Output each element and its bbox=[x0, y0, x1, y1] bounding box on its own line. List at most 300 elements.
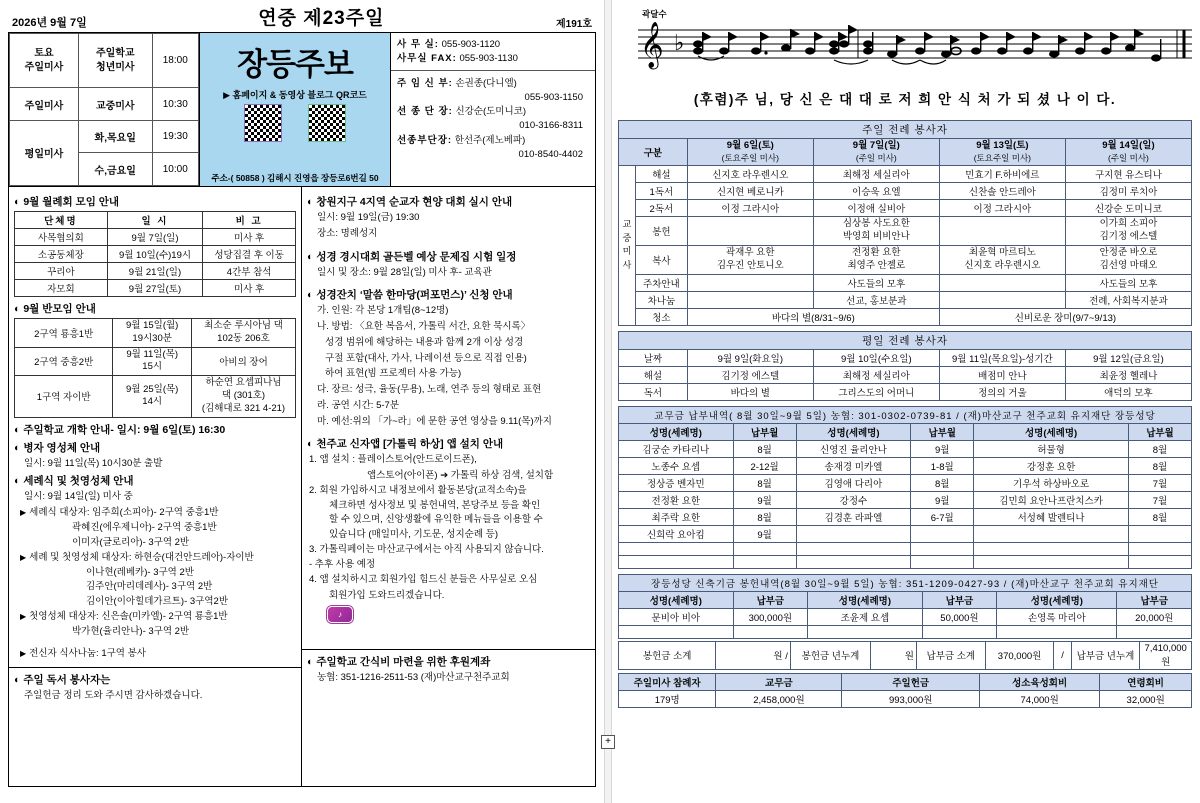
cell bbox=[974, 542, 1129, 555]
contact-phone: 010-8540-4402 bbox=[518, 148, 583, 160]
donation-account-line: 농협: 351-1216-2511-53 (재)마산교구천주교회 bbox=[317, 671, 510, 683]
contact-phone: 055-903-1150 bbox=[524, 91, 583, 103]
col-dues: 교무금 bbox=[716, 673, 842, 690]
cell: 성당집결 후 이동 bbox=[203, 246, 296, 263]
col-vocation-fund: 성소육성회비 bbox=[979, 673, 1099, 690]
cell: 8월 bbox=[1128, 440, 1191, 457]
cell: 9월 10일(수)19시 bbox=[107, 246, 203, 263]
issue-date: 2026년 9월 7일 bbox=[12, 17, 87, 29]
cell: 서성혜 발렌티나 bbox=[974, 508, 1129, 525]
mass-time-2: 19:30 bbox=[152, 120, 198, 153]
cell bbox=[922, 625, 996, 638]
app-install-line: 2. 회원 가입하시고 내정보에서 활동본당(교적소속)을 bbox=[309, 484, 527, 496]
date-sub: (주일 미사) bbox=[855, 152, 897, 163]
cell: 기우석 하상바오로 bbox=[974, 474, 1129, 491]
date-label: 9월 14일(일) bbox=[1102, 140, 1155, 151]
totals-row-table bbox=[618, 641, 1192, 670]
baptism-heading: ◐ 세례식 및 첫영성체 안내 bbox=[14, 473, 296, 488]
payment-year-label: 납부금 년누계 bbox=[1071, 641, 1140, 669]
col-age-fee: 연령회비 bbox=[1100, 673, 1192, 690]
app-install-line: 있습니다 (매일미사, 기도문, 성지순례 등) bbox=[329, 528, 498, 540]
role-label: 해설 bbox=[636, 166, 688, 183]
cell: 손영록 마리아 bbox=[997, 608, 1117, 625]
table-row bbox=[619, 608, 1192, 625]
cell: 8월 bbox=[733, 440, 796, 457]
bible-festival-line: 나. 방법: 〈요한 복음서, 가톨릭 서간, 요한 묵시록〉 bbox=[317, 321, 531, 333]
martyr-event-datetime: 일시: 9월 19일(금) 19:30 bbox=[317, 212, 420, 223]
table-row bbox=[619, 625, 1192, 638]
col-amount: 납부금 bbox=[922, 591, 996, 608]
table-row bbox=[15, 319, 296, 348]
table-row bbox=[619, 474, 1192, 491]
col-date-1 bbox=[813, 139, 939, 166]
role-label: 차나눔 bbox=[636, 291, 688, 308]
cell: 바다의 별 bbox=[687, 383, 813, 400]
cell bbox=[911, 555, 974, 568]
table-band-header bbox=[619, 574, 1192, 591]
table-row bbox=[10, 120, 199, 153]
contact-phone: 010-3166-8311 bbox=[519, 120, 583, 132]
qr-code-homepage-icon[interactable] bbox=[244, 104, 282, 142]
bible-festival-heading: ◐ 성경잔치 ‘말씀 한마당(퍼포먼스)’ 신청 안내 bbox=[307, 287, 590, 302]
cell: 신지현 베로니카 bbox=[687, 183, 813, 200]
baptism-line: 일시: 9월 14일(일) 미사 중 bbox=[24, 491, 133, 503]
cell: 8월 bbox=[733, 508, 796, 525]
cell: 소공동체장 bbox=[15, 246, 108, 263]
col-note: 비 고 bbox=[203, 212, 296, 229]
header-top bbox=[8, 6, 596, 32]
contact-value: 손권종(다니엘) bbox=[455, 77, 517, 89]
offering-year-value: 원 bbox=[871, 641, 917, 669]
col-month: 납부월 bbox=[733, 423, 796, 440]
col-name: 성명(세례명) bbox=[974, 423, 1129, 440]
date-label: 9월 6일(토) bbox=[726, 140, 774, 151]
cell: 노종수 요셉 bbox=[619, 457, 734, 474]
role-label: 1독서 bbox=[636, 183, 688, 200]
mass-name-0: 주일학교 청년미사 bbox=[78, 34, 152, 88]
cell: 7월 bbox=[1128, 474, 1191, 491]
date-sub: (토요주일 미사) bbox=[973, 152, 1032, 163]
cell bbox=[687, 291, 813, 308]
table-row bbox=[619, 349, 1192, 366]
cell: 179명 bbox=[619, 690, 716, 707]
app-install-line: 체크하면 성사정보 및 봉헌내역, 본당주보 등을 확인 bbox=[329, 500, 541, 512]
table-row bbox=[619, 508, 1192, 525]
cell: 2-12월 bbox=[733, 457, 796, 474]
table-row bbox=[619, 542, 1192, 555]
baptism-candidate: 이미자(글로리아)- 3구역 2반 bbox=[72, 536, 190, 548]
contact-value: 055-903-1130 bbox=[459, 52, 518, 64]
col-month: 납부월 bbox=[1128, 423, 1191, 440]
staff-notation-icon bbox=[630, 20, 1200, 82]
baptism-firstcommunion-lead: ▶ 세례 및 첫영성체 대상자: 하현승(대건안드레아)-자이반 bbox=[20, 551, 296, 565]
role-label: 주차안내 bbox=[636, 274, 688, 291]
cell: 김민희 요안나프란치스카 bbox=[974, 491, 1129, 508]
cell: 최해정 세실리아 bbox=[813, 366, 939, 383]
announcement-columns bbox=[8, 187, 596, 787]
cell: 993,000원 bbox=[842, 690, 980, 707]
col-offering: 주일헌금 bbox=[842, 673, 980, 690]
table-band-header bbox=[619, 331, 1192, 349]
cell bbox=[1128, 555, 1191, 568]
announcements-column-right bbox=[302, 187, 595, 786]
banner-title: 장등주보 bbox=[237, 47, 353, 82]
table-header-row bbox=[619, 423, 1192, 440]
cell: 9월 7일(일) bbox=[107, 229, 203, 246]
cell bbox=[733, 625, 807, 638]
mass-schedule-table bbox=[9, 33, 199, 186]
catholic-app-icon: ♪ bbox=[327, 606, 353, 623]
cell: 신희락 요아킴 bbox=[619, 525, 734, 542]
cell: 8월 bbox=[1128, 457, 1191, 474]
cell: 50,000원 bbox=[922, 608, 996, 625]
cell: 김궁순 카타리나 bbox=[619, 440, 734, 457]
cell: 미사 후 bbox=[203, 229, 296, 246]
cell: 300,000원 bbox=[733, 608, 807, 625]
table-row bbox=[15, 347, 296, 376]
mass-name-3: 수,금요일 bbox=[78, 153, 152, 186]
cell: 애덕의 모후 bbox=[1065, 383, 1191, 400]
cell: 그리스도의 어머니 bbox=[813, 383, 939, 400]
qr-caption: ▶ 홈페이지 & 동영상 블로그 QR코드 bbox=[223, 90, 367, 100]
cell: 20,000원 bbox=[1117, 608, 1192, 625]
table-row bbox=[619, 274, 1192, 291]
bulletin-banner bbox=[199, 33, 391, 186]
app-install-line: 4. 앱 설치하시고 회원가입 힘드신 분들은 사무실로 오심 bbox=[309, 574, 538, 586]
cell: 2,458,000원 bbox=[716, 690, 842, 707]
app-install-line: 1. 앱 설치 : 플레이스토어(안드로이드폰), bbox=[309, 454, 477, 466]
cell: 8월 bbox=[1128, 508, 1191, 525]
sick-communion-line: 일시: 9월 11일(목) 10시30분 출발 bbox=[24, 457, 163, 469]
contact-value: 신강순(도미니코) bbox=[455, 106, 527, 118]
monthly-meeting-table bbox=[14, 211, 296, 297]
separator: / bbox=[1054, 641, 1071, 669]
divider bbox=[302, 649, 595, 650]
cell: 배점미 안나 bbox=[939, 366, 1065, 383]
app-install-line: 할 수 있으며, 신앙생활에 유익한 메뉴들을 이용할 수 bbox=[329, 514, 543, 526]
group-meeting-heading: ◐ 9월 반모임 안내 bbox=[14, 301, 296, 316]
divider bbox=[9, 667, 301, 668]
cell bbox=[808, 625, 923, 638]
cell: 9월 12일(금요일) bbox=[1065, 349, 1191, 366]
cell: 전정환 요한 최영주 안젤로 bbox=[813, 245, 939, 274]
col-name: 성명(세례명) bbox=[619, 591, 734, 608]
cell: 신찬솔 안드레아 bbox=[939, 183, 1065, 200]
cell: 6-7월 bbox=[911, 508, 974, 525]
page-gutter bbox=[604, 0, 612, 803]
table-row bbox=[619, 457, 1192, 474]
church-address: 주소-( 50858 ) 김해시 진영읍 장등로6번길 50 bbox=[211, 173, 379, 183]
cell: 자모회 bbox=[15, 280, 108, 297]
table-row bbox=[619, 183, 1192, 200]
cell: 민효기 F.하비에르 bbox=[939, 166, 1065, 183]
cell: 김정미 루치아 bbox=[1065, 183, 1191, 200]
contact-row bbox=[397, 77, 589, 91]
cell: 8월 bbox=[911, 474, 974, 491]
fold-mark-icon: + bbox=[601, 735, 615, 749]
cell bbox=[1128, 525, 1191, 542]
cell bbox=[1117, 625, 1192, 638]
table-row bbox=[15, 280, 296, 297]
cell: 9월 27일(토) bbox=[107, 280, 203, 297]
contact-block bbox=[391, 33, 595, 186]
cell: 신지호 라우렌시오 bbox=[687, 166, 813, 183]
cell bbox=[796, 542, 911, 555]
cell bbox=[796, 525, 911, 542]
table-row bbox=[15, 246, 296, 263]
col-category: 구분 bbox=[619, 139, 688, 166]
qr-row bbox=[200, 104, 390, 142]
date-sub: (주일 미사) bbox=[1108, 152, 1149, 163]
issue-number: 제191호 bbox=[555, 19, 592, 30]
table-row bbox=[619, 291, 1192, 308]
table-row bbox=[619, 366, 1192, 383]
weekday-service-title: 평일 전례 봉사자 bbox=[619, 331, 1192, 349]
weekday-service-table bbox=[618, 331, 1192, 401]
table-row bbox=[619, 166, 1192, 183]
cell: 9월 21일(일) bbox=[107, 263, 203, 280]
cell bbox=[939, 274, 1065, 291]
cell: 9월 10일(수요일) bbox=[813, 349, 939, 366]
cell: 김영애 다리아 bbox=[796, 474, 911, 491]
contact-row bbox=[397, 105, 589, 119]
cell: 9월 bbox=[733, 491, 796, 508]
table-row bbox=[10, 34, 199, 88]
martyr-event-place: 장소: 명례성지 bbox=[317, 227, 378, 239]
cell: 사도들의 모후 bbox=[813, 274, 939, 291]
cell: 아비의 장어 bbox=[192, 347, 296, 376]
cell: 9월 bbox=[733, 525, 796, 542]
table-band-header bbox=[619, 406, 1192, 423]
table-band-header bbox=[619, 121, 1192, 139]
sunday-service-title: 주일 전례 봉사자 bbox=[619, 121, 1192, 139]
cell: 강정수 bbox=[796, 491, 911, 508]
page-title: 연중 제23주일 bbox=[258, 8, 385, 29]
col-date-2 bbox=[939, 139, 1065, 166]
cell: 김기정 에스텔 bbox=[687, 366, 813, 383]
col-amount: 납부금 bbox=[1117, 591, 1192, 608]
payment-subtotal-label: 납부금 소계 bbox=[916, 641, 985, 669]
cell: 9월 9일(화요일) bbox=[687, 349, 813, 366]
col-name: 성명(세례명) bbox=[619, 423, 734, 440]
cell bbox=[687, 217, 813, 246]
cell bbox=[619, 555, 734, 568]
cell: 바다의 별(8/31~9/6) bbox=[687, 308, 939, 325]
firstcommunion-lead: ▶ 첫영성체 대상자: 신은솔(미카엘)- 2구역 룡흥1반 bbox=[20, 610, 296, 624]
bible-festival-line: 구절 포함(대사, 가사, 나레이션 등으로 직접 인용) bbox=[325, 352, 527, 364]
mass-time-1: 10:30 bbox=[152, 88, 198, 121]
cell: 신비로운 장미(9/7~9/13) bbox=[939, 308, 1191, 325]
table-row bbox=[15, 229, 296, 246]
contact-label: 사 무 실: bbox=[397, 39, 439, 50]
group-meeting-table bbox=[14, 318, 296, 418]
table-row bbox=[619, 525, 1192, 542]
table-header-row bbox=[619, 139, 1192, 166]
cell: 심상봉 사도요한 박영희 비비안나 bbox=[813, 217, 939, 246]
role-label: 봉헌 bbox=[636, 217, 688, 246]
qr-code-blog-icon[interactable] bbox=[308, 104, 346, 142]
contact-row bbox=[397, 134, 589, 148]
mass-name-2: 화,목요일 bbox=[78, 120, 152, 153]
baptism-candidates-lead: ▶ 세례식 대상자: 임주희(소피아)- 2구역 중흥1반 bbox=[20, 506, 296, 520]
mass-name-1: 교중미사 bbox=[78, 88, 152, 121]
role-label: 복사 bbox=[636, 245, 688, 274]
table-row bbox=[619, 555, 1192, 568]
row-label-reader: 독서 bbox=[619, 383, 688, 400]
bible-festival-line: 가. 인원: 각 본당 1개팀(8~12명) bbox=[317, 305, 449, 317]
table-row bbox=[619, 690, 1192, 707]
table-row bbox=[619, 200, 1192, 217]
cell: 신영진 율리안나 bbox=[796, 440, 911, 457]
cell: 최윤혁 마르티노 신지호 라우렌시오 bbox=[939, 245, 1065, 274]
cell: 9월 11일(목) 15시 bbox=[113, 347, 192, 376]
header-main bbox=[8, 32, 596, 187]
table-row bbox=[15, 376, 296, 417]
table-row bbox=[619, 383, 1192, 400]
cell: 최주락 요한 bbox=[619, 508, 734, 525]
cell: 정의의 거울 bbox=[939, 383, 1065, 400]
col-date-0 bbox=[687, 139, 813, 166]
app-install-heading: ◐ 천주교 신자앱 [가톨릭 하상] 앱 설치 안내 bbox=[307, 436, 590, 451]
cell: 꾸리아 bbox=[15, 263, 108, 280]
mass-time-0: 18:00 bbox=[152, 34, 198, 88]
col-name: 성명(세례명) bbox=[997, 591, 1117, 608]
cell bbox=[619, 542, 734, 555]
contact-row bbox=[397, 52, 589, 66]
cell: 전정환 요한 bbox=[619, 491, 734, 508]
cell: 7월 bbox=[1128, 491, 1191, 508]
cell bbox=[939, 217, 1065, 246]
cell: 신강순 도미니코 bbox=[1065, 200, 1191, 217]
cell: 송재경 미카엘 bbox=[796, 457, 911, 474]
svg-text:♭: ♭ bbox=[674, 31, 685, 56]
cell: 이정애 실비아 bbox=[813, 200, 939, 217]
cell bbox=[1128, 542, 1191, 555]
reader-request-heading: ◐ 주일 독서 봉사자는 bbox=[14, 672, 296, 687]
cell: 1구역 자이반 bbox=[15, 376, 113, 417]
offering-year-label: 봉헌금 년누계 bbox=[790, 641, 870, 669]
mass-type-0: 토요 주일미사 bbox=[10, 34, 79, 88]
building-fund-table bbox=[618, 574, 1192, 639]
cell: 최윤정 헬레나 bbox=[1065, 366, 1191, 383]
cell: 2구역 중흥2반 bbox=[15, 347, 113, 376]
reader-request-line: 주일헌금 정리 도와 주시면 감사하겠습니다. bbox=[24, 689, 203, 701]
music-score bbox=[618, 8, 1192, 120]
cell bbox=[733, 555, 796, 568]
cell: 정상증 벤자민 bbox=[619, 474, 734, 491]
bible-quiz-line: 일시 및 장소: 9월 28일(일) 미사 후- 교육관 bbox=[317, 266, 492, 278]
cell bbox=[796, 555, 911, 568]
col-date-3 bbox=[1065, 139, 1191, 166]
table-row bbox=[619, 217, 1192, 246]
app-install-line: - 추후 사용 예정 bbox=[309, 559, 376, 571]
table-row bbox=[619, 308, 1192, 325]
donation-account-heading: ◐ 주일학교 간식비 마련을 위한 후원계좌 bbox=[307, 654, 590, 669]
contact-value: 055-903-1120 bbox=[441, 39, 501, 50]
cell: 강정훈 요한 bbox=[974, 457, 1129, 474]
table-row bbox=[619, 491, 1192, 508]
cell bbox=[974, 555, 1129, 568]
payment-subtotal-value: 370,000원 bbox=[985, 641, 1054, 669]
building-fund-title: 장등성당 신축기금 봉헌내역(8월 30일~9월 5일) 농협: 351-1209-0427-93 / (재)마산교구 천주교회 유지재단 bbox=[619, 574, 1192, 591]
row-label-commentator: 해설 bbox=[619, 366, 688, 383]
cell: 이정 그라시아 bbox=[939, 200, 1065, 217]
cell: 9월 25일(목) 14시 bbox=[113, 376, 192, 417]
offering-subtotal-label: 봉헌금 소계 bbox=[619, 641, 716, 669]
payment-year-value: 7,410,000원 bbox=[1140, 641, 1192, 669]
cell: 미사 후 bbox=[203, 280, 296, 297]
cell: 32,000원 bbox=[1100, 690, 1192, 707]
baptism-firstcommunion-candidate: 김주안(마리데레사)- 3구역 2반 bbox=[86, 581, 213, 593]
cell: 9월 bbox=[911, 491, 974, 508]
row-label-date: 날짜 bbox=[619, 349, 688, 366]
announcements-column-left bbox=[9, 187, 302, 786]
meal-service-line: ▶ 전신자 식사나눔: 1구역 봉사 bbox=[20, 647, 296, 661]
contact-label: 사무실 FAX: bbox=[397, 52, 457, 64]
cell: 2구역 룡흥1반 bbox=[15, 319, 113, 348]
contact-value: 한선주(제노베파) bbox=[454, 134, 526, 146]
cell bbox=[997, 625, 1117, 638]
cell: 9월 15일(월) 19시30분 bbox=[113, 319, 192, 348]
school-open-heading: ◐ 주일학교 개학 안내- 일시: 9월 6일(토) 16:30 bbox=[14, 422, 296, 437]
cell: 허물형 bbox=[974, 440, 1129, 457]
col-amount: 납부금 bbox=[733, 591, 807, 608]
cell: 74,000원 bbox=[979, 690, 1099, 707]
cell: 하순연 요셉피나님 댁 (301호) (김해대로 321 4-21) bbox=[192, 376, 296, 417]
col-month: 납부월 bbox=[911, 423, 974, 440]
col-datetime: 일 시 bbox=[107, 212, 203, 229]
hymn-lyrics: (후렴)주 님, 당 신 은 대 대 로 저 희 안 식 처 가 되 셨 나 이 다. bbox=[693, 92, 1117, 107]
mass-time-3: 10:00 bbox=[152, 153, 198, 186]
table-header-row bbox=[15, 212, 296, 229]
cell: 최해정 세실리아 bbox=[813, 166, 939, 183]
col-group: 단체명 bbox=[15, 212, 108, 229]
cell bbox=[619, 625, 734, 638]
mass-vertical-label: 교 중 미 사 bbox=[619, 166, 636, 325]
cell: 1-8월 bbox=[911, 457, 974, 474]
cell: 9월 11일(목요일)-성기간 bbox=[939, 349, 1065, 366]
contact-label: 선종부단장: bbox=[397, 134, 453, 146]
col-name: 성명(세례명) bbox=[808, 591, 923, 608]
col-name: 성명(세례명) bbox=[796, 423, 911, 440]
cell: 8월 bbox=[733, 474, 796, 491]
cell: 사도들의 모후 bbox=[1065, 274, 1191, 291]
cell bbox=[911, 542, 974, 555]
table-row bbox=[15, 263, 296, 280]
cell: 이정 그라시아 bbox=[687, 200, 813, 217]
cell: 곽재우 요한 김우진 안토니오 bbox=[687, 245, 813, 274]
mass-type-1: 주일미사 bbox=[10, 88, 79, 121]
bible-festival-line: 마. 예선:위의 「가~라」에 문한 공연 영상을 9.11(목)까지 bbox=[317, 415, 552, 427]
app-install-line: 회원가입 도와드리겠습니다. bbox=[329, 589, 445, 601]
role-label: 2독서 bbox=[636, 200, 688, 217]
cell: 구지현 유스티나 bbox=[1065, 166, 1191, 183]
summary-table bbox=[618, 673, 1192, 708]
cell: 선교, 홍보분과 bbox=[813, 291, 939, 308]
cell: 전례, 사회복지분과 bbox=[1065, 291, 1191, 308]
cell bbox=[939, 291, 1065, 308]
baptism-firstcommunion-candidate: 김이안(이아힐데가르트)- 3구역2반 bbox=[86, 595, 228, 607]
cell: 안정준 바오로 김선영 마태오 bbox=[1065, 245, 1191, 274]
cell bbox=[687, 274, 813, 291]
baptism-candidate: 곽혜진(에우제니아)- 2구역 중흥1반 bbox=[72, 522, 217, 534]
sick-communion-heading: ◐ 병자 영성체 안내 bbox=[14, 440, 296, 455]
table-row bbox=[10, 88, 199, 121]
monthly-meeting-heading: ◐ 9월 월례회 모임 안내 bbox=[14, 194, 296, 209]
col-attendance: 주일미사 참례자 bbox=[619, 673, 716, 690]
table-header-row bbox=[619, 673, 1192, 690]
offering-subtotal-value: 원 / bbox=[716, 641, 790, 669]
